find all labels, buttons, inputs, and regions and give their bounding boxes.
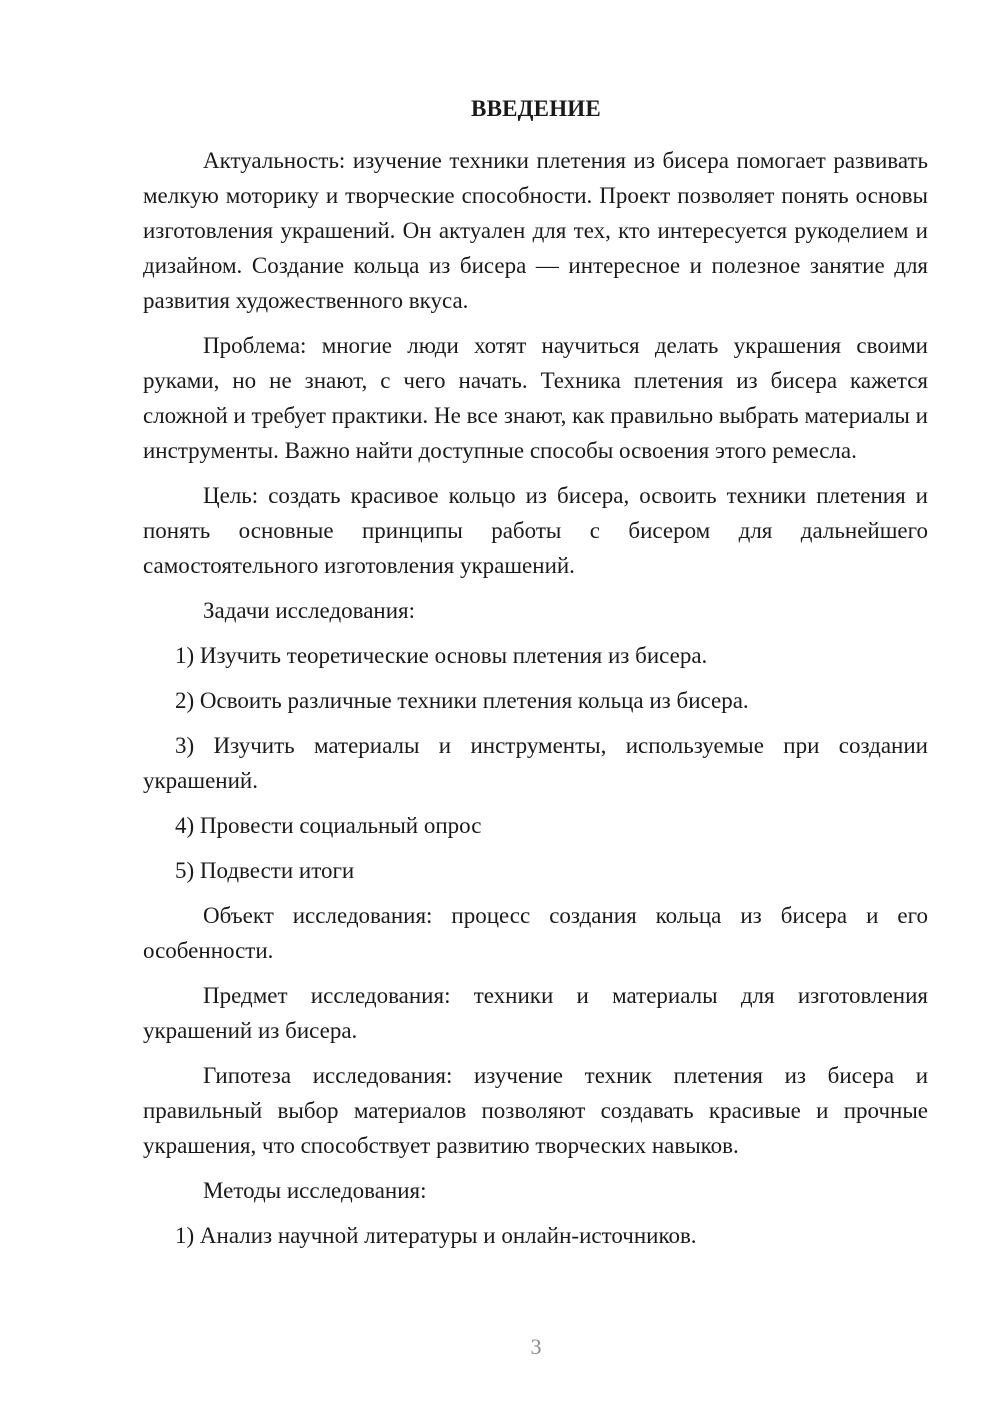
tasks-heading: Задачи исследования: (203, 598, 416, 623)
paragraph-goal: Цель: создать красивое кольцо из бисера, освоить техники плетения и понять основные принципы работы с бисером для дальнейшего самостоятельного изготовления украшений. (143, 483, 928, 578)
paragraph-problem: Проблема: многие люди хотят научиться делать украшения своими руками, но не знают, с чего начать. Техника плетения из бисера кажется сложной и требует практики. Не все знают, как правильно выбрать материалы и инструменты. Важно найти доступные способы освоения этого ремесла. (143, 333, 928, 463)
page-title: ВВЕДЕНИЕ (471, 96, 601, 121)
paragraph-object: Объект исследования: процесс создания кольца из бисера и его особенности. (143, 903, 928, 963)
page-number: 3 (530, 1334, 542, 1359)
method-item-1: 1) Анализ научной литературы и онлайн-источников. (175, 1223, 697, 1248)
task-item-3: 3) Изучить материалы и инструменты, используемые при создании украшений. (143, 733, 928, 793)
task-item-5: 5) Подвести итоги (175, 858, 355, 883)
task-item-4: 4) Провести социальный опрос (175, 813, 482, 838)
task-item-1: 1) Изучить теоретические основы плетения из бисера. (175, 643, 708, 668)
paragraph-subject: Предмет исследования: техники и материалы для изготовления украшений из бисера. (143, 983, 928, 1043)
paragraph-relevance: Актуальность: изучение техники плетения из бисера помогает развивать мелкую моторику и творческие способности. Проект позволяет понять основы изготовления украшений. Он актуален для тех, кто интересуется рукоделием и дизайном. Создание кольца из бисера — интересное и полезное занятие для развития художественного вкуса. (143, 148, 928, 313)
methods-heading: Методы исследования: (203, 1178, 427, 1203)
task-item-2: 2) Освоить различные техники плетения кольца из бисера. (175, 688, 749, 713)
document-body (143, 143, 928, 1263)
paragraph-hypothesis: Гипотеза исследования: изучение техник плетения из бисера и правильный выбор материалов позволяют создавать красивые и прочные украшения, что способствует развитию творческих навыков. (143, 1063, 928, 1158)
